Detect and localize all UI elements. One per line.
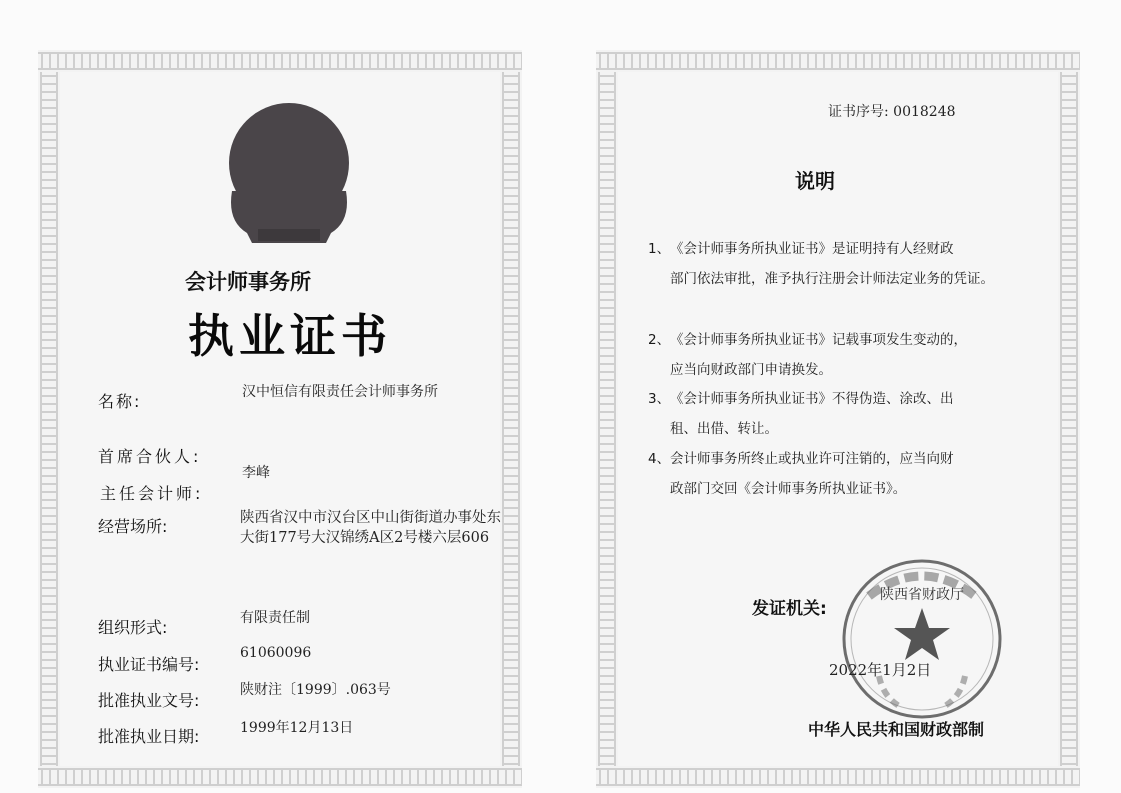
explanation-note-1	[648, 234, 1008, 294]
certificate-title: 执业证书	[188, 309, 392, 363]
explanation-note-4	[648, 444, 1008, 504]
greek-key-frieze-right	[500, 72, 522, 766]
note-number: 3、	[648, 391, 671, 407]
note-text-rest: 政部门交回《会计师事务所执业证书》。	[670, 481, 907, 497]
note-text-line1: 会计师事务所终止或执业许可注销的，应当向财	[670, 451, 954, 467]
greek-key-frieze-bottom	[596, 766, 1080, 788]
business-premises-line2: 大街177号大汉锦绣A区2号楼六层606	[240, 530, 490, 546]
organization-form-value: 有限责任制	[240, 610, 310, 626]
note-text-line1: 《会计师事务所执业证书》不得伪造、涂改、出	[670, 391, 954, 407]
certificate-number-value: 61060096	[240, 645, 312, 661]
note-text-rest: 应当向财政部门申请换发。	[670, 362, 832, 378]
approval-date-label: 批准执业日期:	[98, 727, 200, 746]
issuing-authority-label: 发证机关:	[752, 599, 827, 619]
ministry-footer: 中华人民共和国财政部制	[808, 720, 985, 739]
greek-key-frieze-left	[596, 72, 618, 766]
approval-date-value: 1999年12月13日	[240, 720, 354, 736]
name-label: 名称:	[98, 392, 142, 411]
note-text-rest: 租、出借、转让。	[670, 421, 778, 437]
firm-name-value: 汉中恒信有限责任会计师事务所	[242, 384, 438, 400]
note-text-line1: 《会计师事务所执业证书》是证明持有人经财政	[670, 241, 954, 257]
approval-document-label: 批准执业文号:	[98, 691, 200, 710]
approval-document-value: 陕财注〔1999〕.063号	[240, 682, 391, 698]
national-emblem-icon	[222, 101, 356, 243]
explanation-note-3	[648, 384, 1008, 444]
note-number: 1、	[648, 241, 671, 257]
issuing-authority-name: 陕西省财政厅	[880, 587, 964, 603]
business-premises-label: 经营场所:	[98, 517, 168, 536]
organization-form-label: 组织形式:	[98, 618, 168, 637]
greek-key-frieze-bottom	[38, 766, 522, 788]
business-premises-line1: 陕西省汉中市汉台区中山街街道办事处东	[240, 510, 501, 526]
greek-key-frieze-right	[1058, 72, 1080, 766]
certificate-serial-number: 证书序号: 0018248	[828, 104, 956, 120]
note-number: 2、	[648, 332, 671, 348]
note-number: 4、	[648, 451, 671, 467]
explanation-title: 说明	[795, 169, 835, 193]
greek-key-frieze-top	[596, 50, 1080, 72]
note-text-line1: 《会计师事务所执业证书》记载事项发生变动的，	[670, 332, 967, 348]
official-seal-stamp-icon	[839, 556, 1005, 722]
issue-date: 2022年1月2日	[829, 661, 932, 679]
explanation-note-2	[648, 325, 1008, 385]
note-text-rest: 部门依法审批，准予执行注册会计师法定业务的凭证。	[670, 271, 994, 287]
greek-key-frieze-left	[38, 72, 60, 766]
certificate-number-label: 执业证书编号:	[98, 655, 200, 674]
director-accountant-label: 主任会计师:	[100, 484, 204, 503]
certificate-subtitle: 会计师事务所	[185, 270, 311, 294]
director-accountant-value: 李峰	[242, 465, 270, 481]
chief-partner-label: 首席合伙人:	[98, 447, 202, 466]
greek-key-frieze-top	[38, 50, 522, 72]
